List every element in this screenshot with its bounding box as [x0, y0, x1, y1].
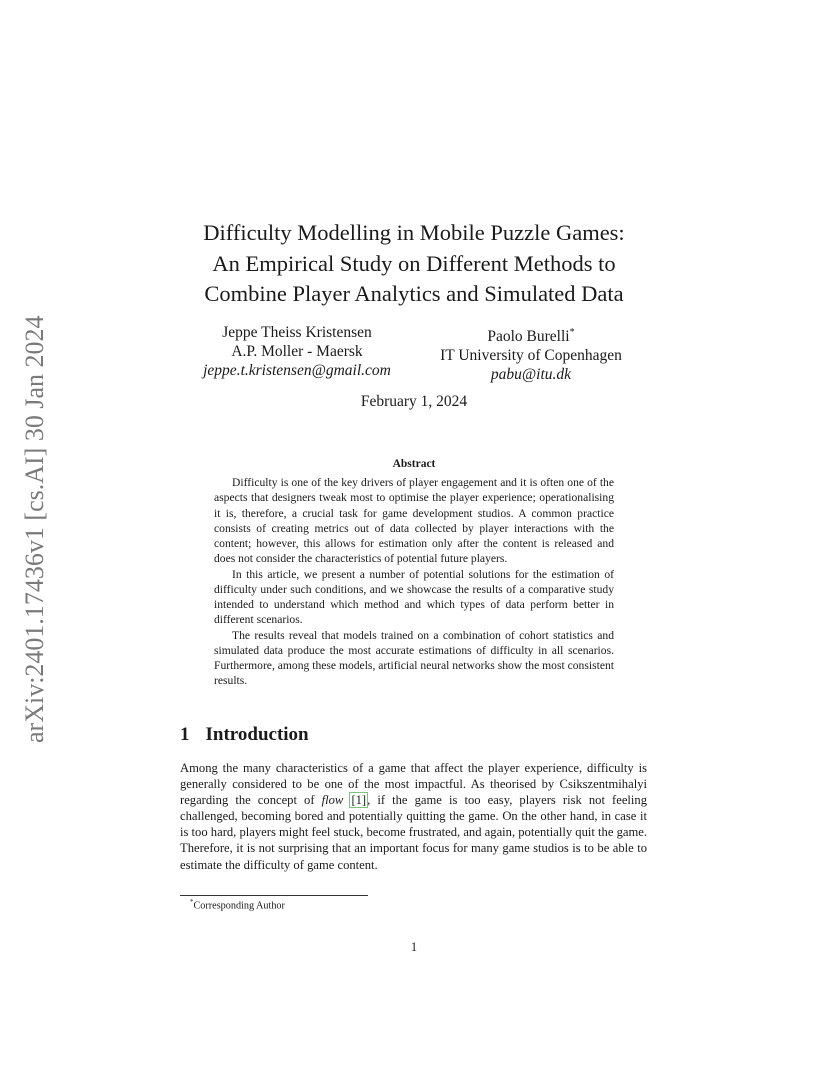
section-title: Introduction [205, 724, 309, 745]
abstract-paragraph-3: The results reveal that models trained on a combination of cohort statistics and simulated data produce the most accurate estimations of difficulty in all scenarios. Furthermore, among these models, artificial neural networks show the most consistent results. [214, 628, 614, 688]
intro-italic-term: flow [321, 793, 344, 808]
corresponding-mark[interactable]: * [569, 327, 575, 338]
introduction-body [180, 760, 647, 873]
intro-paragraph [180, 760, 647, 873]
title-line-2: An Empirical Study on Different Methods to [212, 250, 616, 276]
abstract-heading: Abstract [392, 458, 436, 470]
abstract-paragraph-2: In this article, we present a number of potential solutions for the estimation of difficulty under such conditions, and we showcase the results of a comparative study intended to understand which method and which types of data perform better in different scenarios. [214, 567, 614, 627]
footnote-rule [180, 895, 368, 896]
title-line-3: Combine Player Analytics and Simulated Data [204, 281, 624, 306]
author-name: Jeppe Theiss Kristensen [222, 324, 372, 341]
intro-text-2: , if the game is too easy, players risk not feeling challenged, becoming bored and potentially quitting the game. On the other hand, in case it is too hard, players might feel stuck, become frustrated, and again, potentially quit the game. Therefore, it is not surprising that an important focus for many game studios is to be able to estimate the difficulty of game content. [180, 793, 647, 872]
section-number: 1 [180, 724, 190, 745]
paper-title [160, 218, 668, 310]
intro-text-1: Among the many characteristics of a game that affect the player experience, difficulty is generally considered to be one of the most impactful. As theorised by Csikszentmihalyi regarding the concept of [180, 761, 647, 808]
title-line-1: Difficulty Modelling in Mobile Puzzle Games: [203, 220, 625, 245]
publication-date: February 1, 2024 [360, 393, 468, 410]
page-number: 1 [410, 940, 418, 954]
footnote-text: Corresponding Author [193, 900, 285, 912]
citation-link[interactable]: [1] [351, 793, 367, 808]
author-affiliation: IT University of Copenhagen [440, 347, 622, 365]
section-heading [180, 724, 309, 746]
author-block-2 [420, 323, 642, 384]
abstract-body [214, 475, 614, 689]
author-email[interactable]: jeppe.t.kristensen@gmail.com [203, 362, 391, 379]
footnote-mark: * [190, 898, 194, 906]
author-email[interactable]: pabu@itu.dk [490, 366, 572, 384]
author-block-1 [186, 323, 408, 380]
author-name-line [420, 323, 642, 346]
author-name: Paolo Burelli [487, 328, 570, 346]
arxiv-stamp: arXiv:2401.17436v1 [cs.AI] 30 Jan 2024 [20, 315, 49, 743]
abstract-paragraph-1: Difficulty is one of the key drivers of player engagement and it is often one of the aspects that designers tweak most to optimise the player experience; operationalising it is, therefore, a crucial task for game development studios. A common practice consists of creating metrics out of data collected by player interactions with the content; however, this allows for estimation only after the content is released and does not consider the characteristics of potential future players. [214, 476, 614, 566]
author-affiliation: A.P. Moller - Maersk [231, 343, 363, 360]
footnote [190, 898, 285, 911]
